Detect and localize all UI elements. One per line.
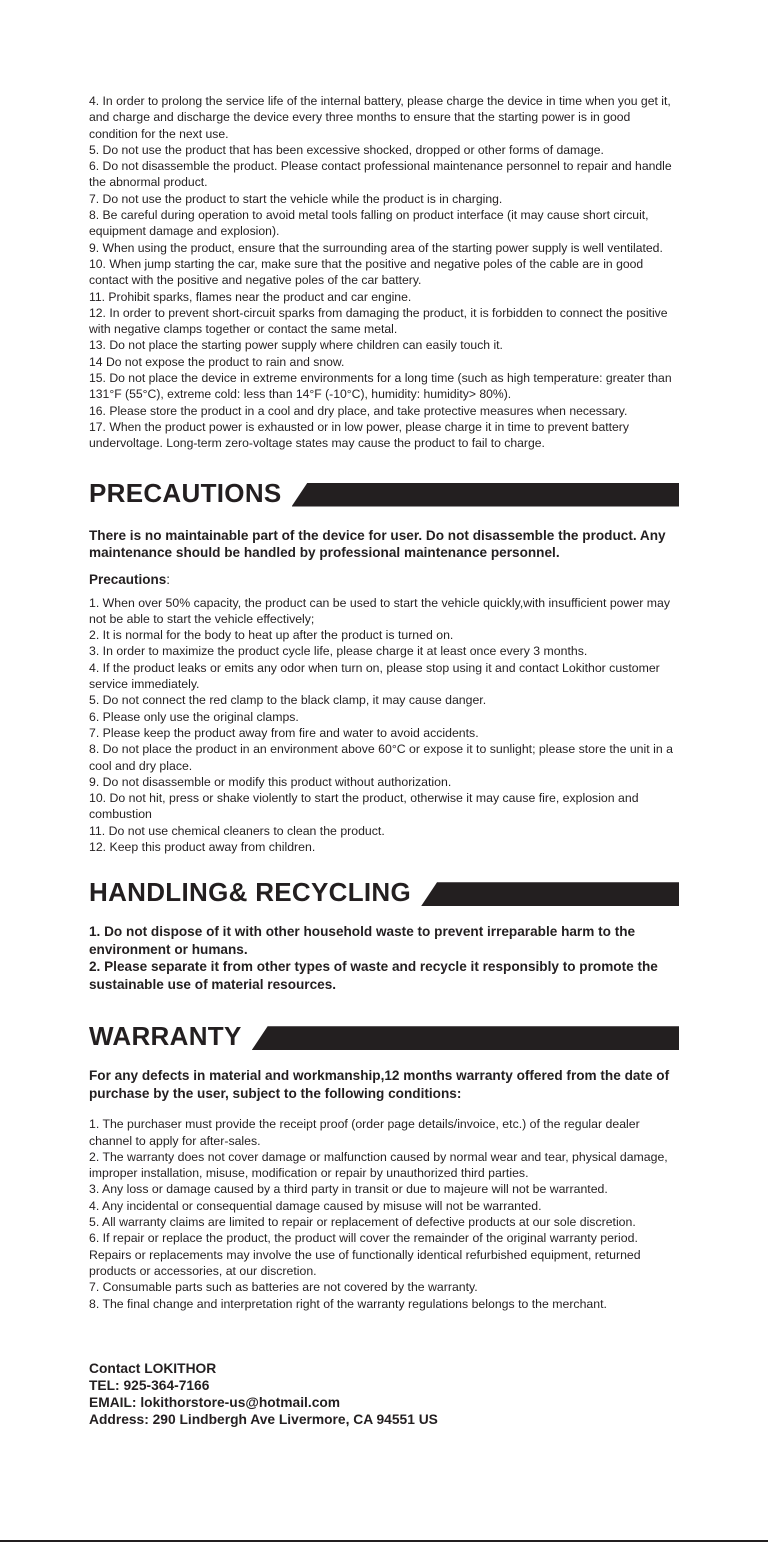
- list-item: 8. The final change and interpretation right of the warranty regulations belongs to the merchant.: [89, 1296, 607, 1311]
- handling-list: [89, 923, 679, 993]
- list-item: 5. Do not use the product that has been excessive shocked, dropped or other forms of damage.: [89, 142, 604, 157]
- heading-bar: [421, 882, 679, 906]
- list-item: 15. Do not place the device in extreme environments for a long time (such as high temperature: greater than 131°F (55°C), extreme cold: less than 14°F (-10°C), humidity: humidity> 80%).: [89, 371, 672, 402]
- list-item: 4. If the product leaks or emits any odor when turn on, please stop using it and contact Lokithor customer service immediately.: [89, 660, 660, 692]
- list-item: 2. The warranty does not cover damage or malfunction caused by normal wear and tear, physical damage, improper installation, misuse, modification or repair by unauthorized third parties.: [89, 1149, 668, 1181]
- handling-heading: [89, 875, 679, 909]
- list-item: 10. Do not hit, press or shake violently to start the product, otherwise it may cause fire, explosion and combustion: [89, 791, 639, 822]
- list-item: 7. Consumable parts such as batteries are not covered by the warranty.: [89, 1280, 478, 1295]
- precautions-label: [89, 571, 679, 589]
- list-item: 16. Please store the product in a cool and dry place, and take protective measures when necessary.: [89, 403, 628, 418]
- precautions-label-colon: :: [166, 571, 171, 587]
- contact-title: Contact LOKITHOR: [89, 1360, 217, 1376]
- section-title: PRECAUTIONS: [89, 478, 292, 508]
- precautions-list: [89, 595, 679, 856]
- precautions-heading: [89, 476, 679, 510]
- list-item: 4. In order to prolong the service life of the internal battery, please charge the device in time when you get it, and charge and discharge the device every three months to ensure that the starting power is in good condition for the next use.: [89, 94, 671, 141]
- contact-tel: TEL: 925-364-7166: [89, 1377, 210, 1393]
- safety-instructions-list: [89, 93, 679, 452]
- list-item: 1. When over 50% capacity, the product can be used to start the vehicle quickly,with insufficient power may not be able to start the vehicle effectively;: [89, 595, 670, 626]
- contact-block: [89, 1360, 679, 1428]
- warranty-intro: For any defects in material and workmanship,12 months warranty offered from the date of purchase by the user, subject to the following conditions:: [89, 1068, 670, 1101]
- heading-bar: [252, 1026, 679, 1050]
- list-item: 12. In order to prevent short-circuit sparks from damaging the product, it is forbidden to connect the positive with negative clamps together or contact the same metal.: [89, 305, 668, 337]
- heading-bar: [292, 483, 679, 507]
- precautions-label-text: Precautions: [89, 571, 167, 587]
- list-item: 8. Be careful during operation to avoid metal tools falling on product interface (it may cause short circuit, equipment damage and explosion).: [89, 208, 649, 239]
- list-item: 9. When using the product, ensure that the surrounding area of the starting power supply is well ventilated.: [89, 240, 663, 255]
- section-title: HANDLING& RECYCLING: [89, 877, 421, 907]
- list-item: 7. Do not use the product to start the vehicle while the product is in charging.: [89, 191, 503, 206]
- warranty-heading: [89, 1019, 679, 1053]
- list-item: 17. When the product power is exhausted or in low power, please charge it in time to prevent battery undervoltage. Long-term zero-voltage states may cause the product to fail to charge.: [89, 419, 629, 451]
- list-item: 2. Please separate it from other types of waste and recycle it responsibly to promote the sustainable use of material resources.: [89, 959, 658, 992]
- manual-page: [89, 93, 679, 1428]
- list-item: 8. Do not place the product in an environment above 60°C or expose it to sunlight; please store the unit in a cool and dry place.: [89, 742, 673, 773]
- list-item: 12. Keep this product away from children.: [89, 839, 316, 854]
- warranty-list: [89, 1116, 679, 1312]
- list-item: 6. Do not disassemble the product. Please contact professional maintenance personnel to repair and handle the abnormal product.: [89, 159, 672, 190]
- list-item: 6. If repair or replace the product, the product will cover the remainder of the original warranty period. Repairs or replacements may involve the use of functionally identical refurbished equipment, returned products or accessories, at our discretion.: [89, 1231, 641, 1278]
- list-item: 9. Do not disassemble or modify this product without authorization.: [89, 774, 452, 789]
- list-item: 1. The purchaser must provide the receipt proof (order page details/invoice, etc.) of the regular dealer channel to apply for after-sales.: [89, 1117, 640, 1148]
- list-item: 6. Please only use the original clamps.: [89, 709, 299, 724]
- list-item: 13. Do not place the starting power supply where children can easily touch it.: [89, 338, 503, 353]
- contact-address: Address: 290 Lindbergh Ave Livermore, CA 94551 US: [89, 1411, 438, 1427]
- list-item: 10. When jump starting the car, make sure that the positive and negative poles of the cable are in good contact with the positive and negative poles of the car battery.: [89, 256, 644, 288]
- list-item: 3. In order to maximize the product cycle life, please charge it at least once every 3 months.: [89, 644, 588, 659]
- precautions-notice: There is no maintainable part of the device for user. Do not disassemble the product. Any maintenance should be handled by professional maintenance personnel.: [89, 527, 666, 561]
- list-item: 11. Do not use chemical cleaners to clean the product.: [89, 823, 385, 838]
- list-item: 14 Do not expose the product to rain and snow.: [89, 354, 345, 369]
- list-item: 7. Please keep the product away from fire and water to avoid accidents.: [89, 725, 479, 740]
- list-item: 5. All warranty claims are limited to repair or replacement of defective products at our sole discretion.: [89, 1215, 636, 1230]
- list-item: 4. Any incidental or consequential damage caused by misuse will not be warranted.: [89, 1198, 542, 1213]
- section-title: WARRANTY: [89, 1021, 252, 1051]
- list-item: 2. It is normal for the body to heat up after the product is turned on.: [89, 628, 454, 643]
- contact-email: EMAIL: lokithorstore-us@hotmail.com: [89, 1394, 341, 1410]
- list-item: 3. Any loss or damage caused by a third party in transit or due to majeure will not be warranted.: [89, 1182, 608, 1197]
- list-item: 1. Do not dispose of it with other household waste to prevent irreparable harm to the environment or humans.: [89, 924, 636, 957]
- list-item: 5. Do not connect the red clamp to the black clamp, it may cause danger.: [89, 693, 487, 708]
- list-item: 11. Prohibit sparks, flames near the product and car engine.: [89, 289, 412, 304]
